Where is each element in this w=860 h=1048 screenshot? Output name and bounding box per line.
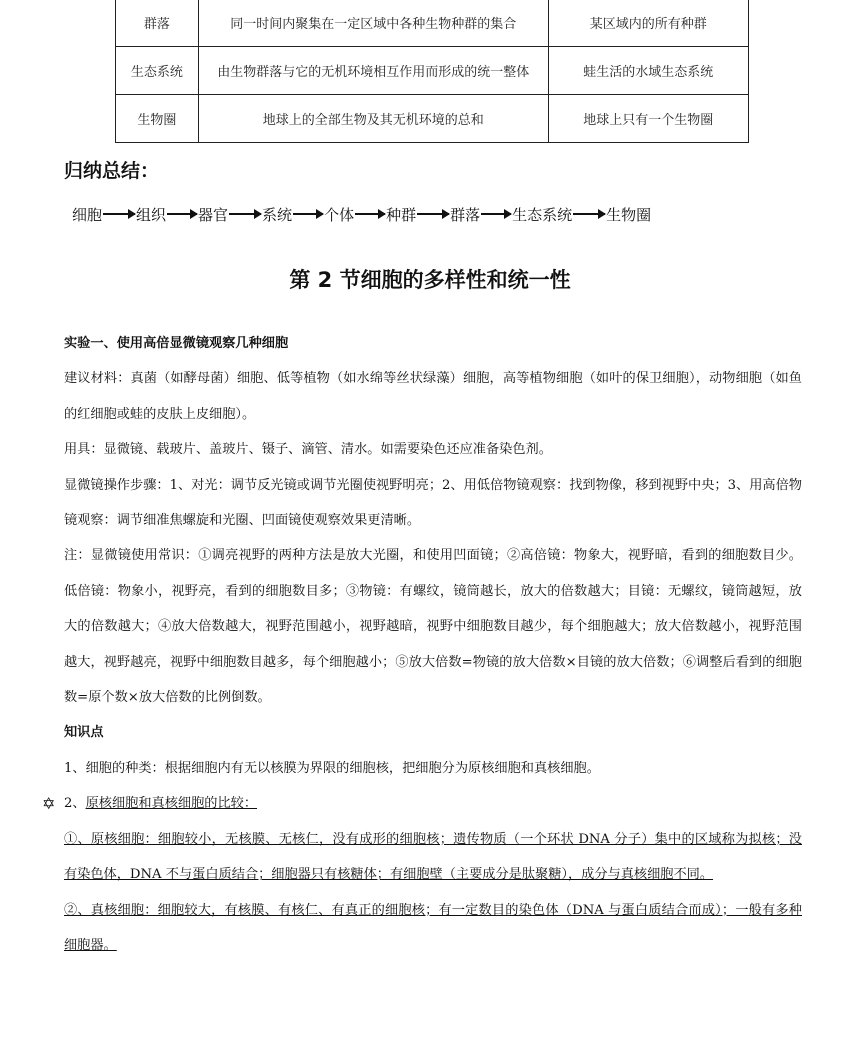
table-cell: 生物圈 [116, 95, 199, 143]
chain-node: 生态系统 [512, 205, 573, 224]
key-point-heading [42, 786, 802, 821]
paragraph: 建议材料：真菌（如酵母菌）细胞、低等植物（如水绵等丝状绿藻）细胞，高等植物细胞（如叶的保卫细胞），动物细胞（如鱼的红细胞或蛙的皮肤上皮细胞）。 [64, 371, 802, 422]
table-cell: 生态系统 [116, 47, 199, 95]
arrow-icon [481, 213, 511, 215]
subheading: 实验一、使用高倍显微镜观察几种细胞 [64, 336, 289, 351]
paragraph: 用具：显微镜、载玻片、盖玻片、镊子、滴管、清水。如需要染色还应准备染色剂。 [64, 442, 552, 458]
underlined-text: ①、原核细胞：细胞较小，无核膜、无核仁，没有成形的细胞核；遗传物质（一个环状 DNA 分子）集中的区域称为拟核；没有染色体，DNA 不与蛋白质结合；细胞器只有核糖体；有细胞壁（主要成分是肽聚糖），成分与真核细胞不同。 [64, 831, 802, 883]
underlined-text: ②、真核细胞：细胞较大，有核膜、有核仁、有真正的细胞核；有一定数目的染色体（DNA 与蛋白质结合而成）；一般有多种细胞器。 [64, 902, 802, 953]
table-cell: 同一时间内聚集在一定区域中各种生物种群的集合 [198, 0, 548, 47]
chain-node: 种群 [386, 205, 417, 224]
star-icon: ✡ [42, 794, 56, 814]
table-cell: 群落 [116, 0, 199, 47]
paragraph: 注：显微镜使用常识：①调亮视野的两种方法是放大光圈，和使用凹面镜；②高倍镜：物象大，视野暗，看到的细胞数目少。低倍镜：物象小，视野亮，看到的细胞数目多；③物镜：有螺纹，镜筒越长，放大的倍数越大；目镜：无螺纹，镜筒越短，放大的倍数越大；④放大倍数越大，视野范围越小，视野越暗，视野中细胞数目越少，每个细胞越大；放大倍数越小，视野范围越大，视野越亮，视野中细胞数目越多，每个细胞越小；⑤放大倍数=物镜的放大倍数×目镜的放大倍数；⑥调整后看到的细胞数=原个数×放大倍数的比例倒数。 [64, 548, 802, 706]
table-row [116, 47, 749, 95]
table-cell: 某区域内的所有种群 [548, 0, 748, 47]
list-number: 2、 [64, 796, 86, 812]
table-row [116, 95, 749, 143]
arrow-icon [103, 213, 135, 215]
table-cell: 由生物群落与它的无机环境相互作用而形成的统一整体 [198, 47, 548, 95]
arrow-icon [167, 213, 197, 215]
section-title: 第 2 节细胞的多样性和统一性 [289, 268, 571, 292]
chain-node: 器官 [198, 205, 229, 224]
chain-node: 个体 [324, 205, 355, 224]
subheading: 知识点 [64, 725, 104, 741]
arrow-icon [417, 213, 449, 215]
summary-title: 归纳总结： [64, 160, 160, 182]
table-cell: 蛙生活的水域生态系统 [548, 47, 748, 95]
levels-chain-diagram [72, 201, 651, 227]
chain-node: 生物圈 [606, 205, 652, 224]
table-row [116, 0, 749, 47]
biological-levels-table [115, 0, 749, 143]
table-cell: 地球上的全部生物及其无机环境的总和 [198, 95, 548, 143]
arrow-icon [229, 213, 261, 215]
arrow-icon [293, 213, 323, 215]
key-point-text: 原核细胞和真核细胞的比较： [85, 796, 258, 812]
underlined-paragraph [64, 893, 802, 964]
table-body [116, 0, 749, 143]
paragraph: 显微镜操作步骤：1、对光：调节反光镜或调节光圈使视野明亮；2、用低倍物镜观察：找到物像，移到视野中央；3、用高倍物镜观察：调节细准焦螺旋和光圈、凹面镜使观察效果更清晰。 [64, 477, 802, 529]
chain-node: 系统 [262, 205, 293, 224]
table-cell: 地球上只有一个生物圈 [548, 95, 748, 143]
section-content [42, 326, 802, 963]
chain-node: 细胞 [72, 205, 103, 224]
chain-node: 群落 [450, 205, 481, 224]
arrow-icon [573, 213, 605, 215]
paragraph: 1、细胞的种类：根据细胞内有无以核膜为界限的细胞核，把细胞分为原核细胞和真核细胞。 [64, 760, 600, 776]
arrow-icon [355, 213, 385, 215]
chain-node: 组织 [136, 205, 167, 224]
underlined-paragraph [64, 822, 802, 893]
